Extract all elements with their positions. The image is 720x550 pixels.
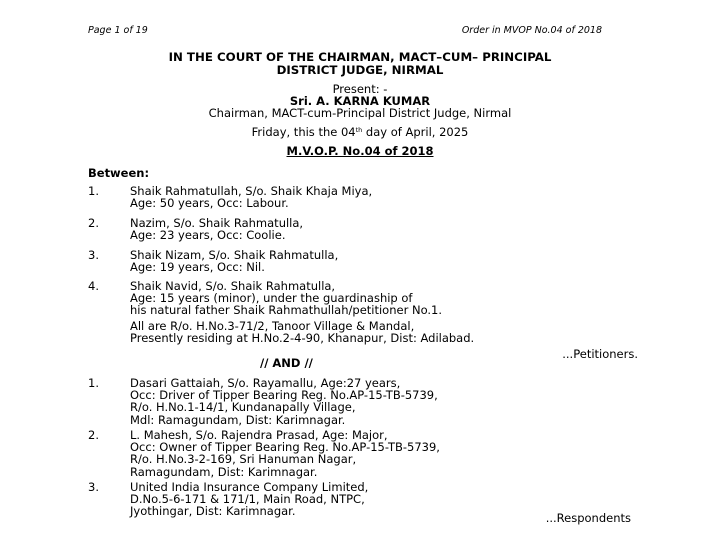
petitioner-item [88, 249, 648, 273]
respondent-item [88, 429, 648, 478]
respondents-label: ...Respondents [545, 511, 631, 525]
item-line: Mdl: Ramagundam, Dist: Karimnagar. [130, 412, 346, 427]
page-number: Page 1 of 19 [88, 25, 148, 36]
item-line: Nazim, S/o. Shaik Rahmatulla, [130, 216, 304, 230]
item-number: 3. [88, 248, 99, 262]
item-line: R/o. H.No.3-2-169, Sri Hanuman Nagar, [130, 452, 357, 467]
between-label: Between: [88, 166, 150, 180]
respondent-item [88, 377, 648, 426]
item-line: Age: 15 years (minor), under the guardinaship of [130, 291, 413, 306]
item-number: 1. [88, 376, 99, 390]
item-line: his natural father Shaik Rahmathullah/petitioner No.1. [130, 303, 443, 318]
order-date: Friday, this the 04th day of April, 2025 [251, 125, 469, 139]
and-separator: // AND // [260, 356, 313, 370]
present-label: Present: - [332, 82, 388, 96]
petitioners-label: ...Petitioners. [562, 347, 638, 361]
item-line: Shaik Nizam, S/o. Shaik Rahmatulla, [130, 248, 339, 262]
petitioner-item [88, 217, 648, 241]
item-number: 2. [88, 216, 99, 230]
court-title [80, 51, 640, 77]
item-line: Jyothingar, Dist: Karimnagar. [130, 504, 296, 519]
item-line: Shaik Rahmatullah, S/o. Shaik Khaja Miya, [130, 184, 373, 198]
court-title-line: DISTRICT JUDGE, NIRMAL [276, 63, 444, 77]
address-line: All are R/o. H.No.3-71/2, Tanoor Village & Mandal, [130, 319, 415, 333]
item-line: Age: 19 years, Occ: Nil. [130, 260, 265, 275]
item-line: R/o. H.No.1-14/1, Kundanapally Village, [130, 400, 356, 415]
item-line: Shaik Navid, S/o. Shaik Rahmatulla, [130, 279, 336, 293]
item-line: Occ: Driver of Tipper Bearing Reg. No.AP-15-TB-5739, [130, 388, 438, 403]
order-reference: Order in MVOP No.04 of 2018 [461, 25, 602, 36]
item-line: Ramagundam, Dist: Karimnagar. [130, 464, 318, 479]
petitioner-item [88, 280, 648, 317]
item-line: Age: 50 years, Occ: Labour. [130, 196, 289, 211]
item-line: D.No.5-6-171 & 171/1, Main Road, NTPC, [130, 492, 365, 507]
item-line: Age: 23 years, Occ: Coolie. [130, 228, 286, 243]
judge-title: Chairman, MACT-cum-Principal District Judge, Nirmal [208, 106, 512, 120]
court-title-line: IN THE COURT OF THE CHAIRMAN, MACT–CUM– PRINCIPAL [168, 50, 552, 64]
item-number: 2. [88, 428, 99, 442]
item-number: 1. [88, 184, 99, 198]
item-line: Dasari Gattaiah, S/o. Rayamallu, Age:27 years, [130, 376, 401, 390]
item-number: 4. [88, 279, 99, 293]
address-line: Presently residing at H.No.2-4-90, Khanapur, Dist: Adilabad. [130, 331, 475, 346]
item-line: United India Insurance Company Limited, [130, 480, 369, 494]
judge-name: Sri. A. KARNA KUMAR [289, 94, 431, 108]
case-number: M.V.O.P. No.04 of 2018 [286, 144, 434, 158]
petitioner-item [88, 185, 648, 209]
item-number: 3. [88, 480, 99, 494]
residence-address [130, 320, 474, 344]
item-line: L. Mahesh, S/o. Rajendra Prasad, Age: Major, [130, 428, 388, 442]
item-line: Occ: Owner of Tipper Bearing Reg. No.AP-15-TB-5739, [130, 440, 440, 455]
